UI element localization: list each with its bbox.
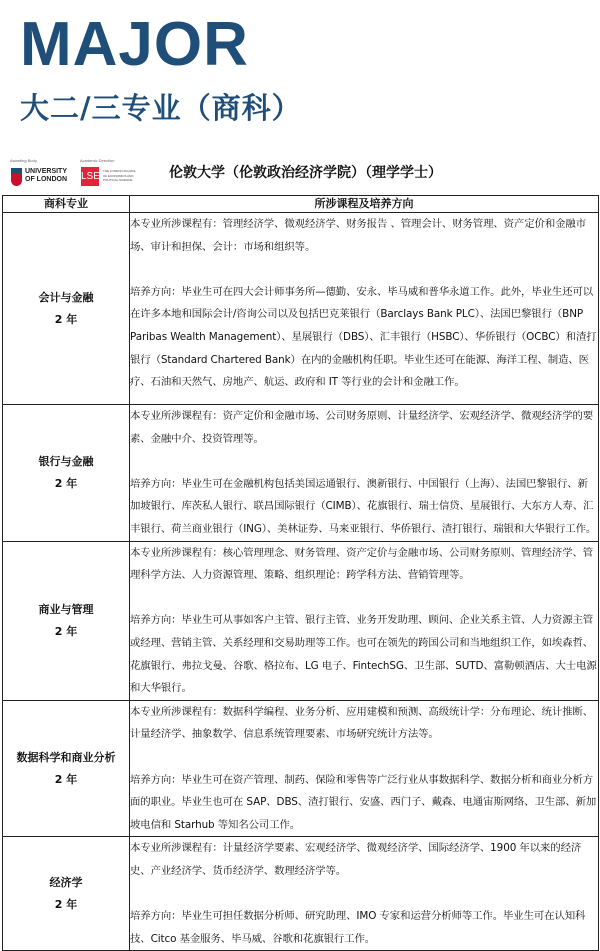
table-row (3, 405, 599, 542)
description-cell (130, 541, 599, 700)
table-row (3, 541, 599, 700)
major-name: 银行与金融 (38, 454, 94, 468)
major-name: 数据科学和商业分析 (16, 750, 116, 764)
major-duration: 2 年 (54, 312, 78, 326)
description-cell (130, 837, 599, 951)
awarding-body-label: Awarding Body (10, 158, 37, 163)
major-cell (3, 700, 130, 837)
courses-text: 本专业所涉课程有：数据科学编程、业务分析、应用建模和预测、高级统计学：分布理论、统计推断、计量经济学、抽象数学、信息系统管理要素、市场研究统计方法等。 (130, 705, 594, 741)
uol-name-line1: UNIVERSITY (25, 168, 68, 175)
degree-title: 伦敦大学（伦敦政治经济学院）（理学学士） (169, 165, 442, 181)
major-cell (3, 837, 130, 951)
table-row (3, 213, 599, 405)
careers-text: 培养方向：毕业生可从事如客户主管、银行主管、业务开发助理、顾问、企业关系主管、人力资源主管或经理、营销主管、关系经理和交易助理等工作。也可在领先的跨国公司和当地组织工作，如埃森哲、花旗银行、弗拉戈曼、谷歌、格拉布、LG 电子、FintechSG、卫生部、SUTD、富勒顿酒店、大士电源和大华银行。 (130, 614, 597, 695)
description-cell (130, 213, 599, 405)
institution-logos (8, 154, 158, 190)
major-duration: 2 年 (54, 476, 78, 490)
careers-text: 培养方向：毕业生可在金融机构包括美国运通银行、澳新银行、中国银行（上海）、法国巴黎银行、新加坡银行、库茨私人银行、联昌国际银行（CIMB）、花旗银行、瑞士信贷、星展银行、大东方人寿、汇丰银行、荷兰商业银行（ING）、美林证券、马来亚银行、华侨银行、渣打银行、瑞银和大华银行工作。 (130, 477, 597, 535)
major-cell (3, 405, 130, 542)
lse-name-line1: THE LONDON SCHOOL (103, 169, 137, 173)
major-duration: 2 年 (54, 897, 78, 911)
description-cell (130, 700, 599, 837)
courses-text: 本专业所涉课程有：资产定价和金融市场、公司财务原则、计量经济学、宏观经济学、微观经济学的要素、金融中介、投资管理等。 (130, 410, 594, 445)
lse-name-line3: POLITICAL SCIENCE (103, 178, 133, 182)
academic-direction-label: Academic Direction (80, 158, 115, 163)
table-row (3, 837, 599, 951)
courses-text: 本专业所涉课程有：计量经济学要素、宏观经济学、微观经济学、国际经济学、1900 年以来的经济史、产业经济学、货币经济学、数理经济学等。 (130, 842, 582, 877)
uol-crest-icon (11, 168, 22, 186)
lse-name-line2: OF ECONOMICS AND (103, 173, 134, 178)
major-cell (3, 213, 130, 405)
careers-text: 培养方向：毕业生可在资产管理、制药、保险和零售等广泛行业从事数据科学、数据分析和商业分析方面的职业。毕业生也可在 SAP、DBS、渣打银行、安盛、西门子、戴森、电通宙斯网络、卫生部、新加坡电信和 Starhub 等知名公司工作。 (130, 773, 597, 831)
uol-name-line2: OF LONDON (25, 176, 67, 183)
description-cell (130, 405, 599, 542)
major-duration: 2 年 (54, 772, 78, 786)
major-name: 经济学 (49, 875, 83, 889)
major-name: 商业与管理 (38, 602, 94, 616)
major-name: 会计与金融 (38, 290, 94, 304)
lse-logo-text (103, 169, 136, 183)
page-title: MAJOR (20, 10, 249, 79)
table-header-row (3, 196, 599, 213)
major-duration: 2 年 (54, 624, 78, 638)
careers-text: 培养方向：毕业生可在四大会计师事务所—德勤、安永、毕马威和普华永道工作。此外，毕业生还可以在许多本地和国际会计/咨询公司以及包括巴克莱银行（Barclays Bank PLC）、法国巴黎银行（BNP Paribas Wealth Management）、星展银行（DBS）、汇丰银行（HSBC）、华侨银行（OCBC）和渣打银行（Standard Chartered Bank）在内的金融机构任职。毕业生还可在能源、海洋工程、制造、医疗、石油和天然气、房地产、航运、政府和 IT 等行业的会计和金融工作。 (130, 285, 597, 389)
courses-text: 本专业所涉课程有：管理经济学、微观经济学、财务报告 、管理会计、财务管理、资产定价和金融市场、审计和担保、会计：市场和组织等。 (130, 218, 586, 253)
uol-logo (25, 168, 67, 184)
column-header-major: 商科专业 (3, 196, 130, 213)
careers-text: 培养方向：毕业生可担任数据分析师、研究助理、IMO 专家和运营分析师等工作。毕业生可在认知科技、Citco 基金服务、毕马威、谷歌和花旗银行工作。 (130, 910, 586, 945)
courses-text: 本专业所涉课程有：核心管理理念、财务管理、资产定价与金融市场、公司财务原则、管理经济学、管理科学方法、人力资源管理、策略、组织理论：跨学科方法、营销管理等。 (130, 546, 594, 582)
majors-table (2, 195, 599, 951)
major-cell (3, 541, 130, 700)
lse-logo-icon: LSE (81, 167, 99, 186)
table-row (3, 700, 599, 837)
page-subtitle: 大二/三专业（商科） (20, 91, 302, 125)
column-header-courses: 所涉课程及培养方向 (130, 196, 599, 213)
